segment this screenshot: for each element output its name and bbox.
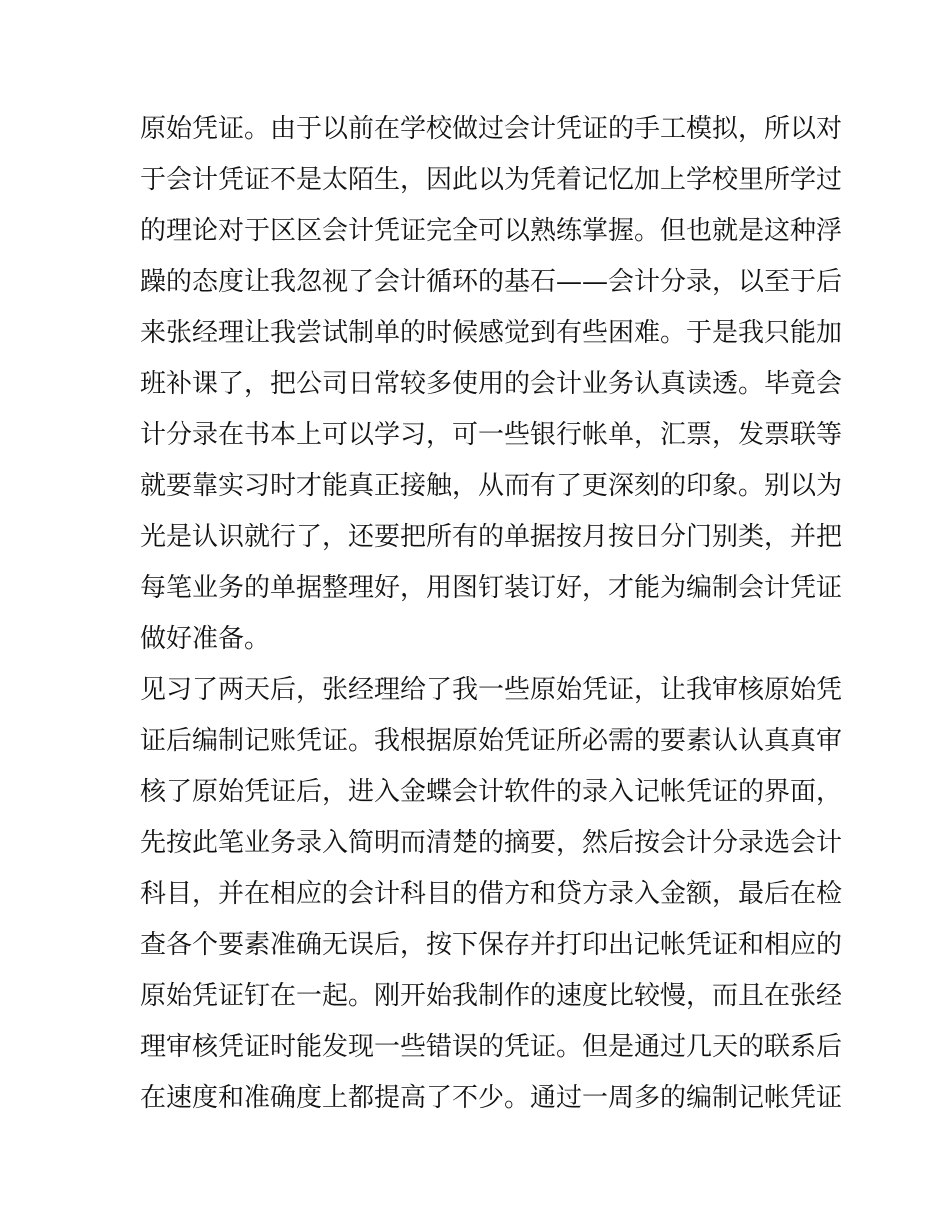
text-line: 见习了两天后，张经理给了我一些原始凭证，让我审核原始凭: [140, 675, 843, 705]
body-text: [140, 104, 843, 1124]
text-line: 光是认识就行了，还要把所有的单据按月按日分门别类，并把: [140, 522, 843, 552]
text-line: 每笔业务的单据整理好，用图钉装订好，才能为编制会计凭证: [140, 573, 843, 603]
text-line: 做好准备。: [140, 624, 271, 654]
text-line: 核了原始凭证后，进入金蝶会计软件的录入记帐凭证的界面，: [140, 777, 843, 807]
text-line: 的理论对于区区会计凭证完全可以熟练掌握。但也就是这种浮: [140, 216, 843, 246]
text-line: 理审核凭证时能发现一些错误的凭证。但是通过几天的联系后: [140, 1032, 843, 1062]
text-line: 原始凭证。由于以前在学校做过会计凭证的手工模拟，所以对: [140, 114, 843, 144]
text-line: 科目，并在相应的会计科目的借方和贷方录入金额，最后在检: [140, 879, 843, 909]
text-line: 原始凭证钉在一起。刚开始我制作的速度比较慢，而且在张经: [140, 981, 843, 1011]
text-line: 先按此笔业务录入简明而清楚的摘要，然后按会计分录选会计: [140, 828, 843, 858]
text-line: 躁的态度让我忽视了会计循环的基石——会计分录，以至于后: [140, 267, 843, 297]
text-line: 于会计凭证不是太陌生，因此以为凭着记忆加上学校里所学过: [140, 165, 843, 195]
text-line: 就要靠实习时才能真正接触，从而有了更深刻的印象。别以为: [140, 471, 843, 501]
text-line: 班补课了，把公司日常较多使用的会计业务认真读透。毕竟会: [140, 369, 843, 399]
text-line: 计分录在书本上可以学习，可一些银行帐单，汇票，发票联等: [140, 420, 843, 450]
text-line: 在速度和准确度上都提高了不少。通过一周多的编制记帐凭证: [140, 1083, 843, 1113]
text-line: 来张经理让我尝试制单的时候感觉到有些困难。于是我只能加: [140, 318, 843, 348]
text-line: 证后编制记账凭证。我根据原始凭证所必需的要素认认真真审: [140, 726, 843, 756]
text-line: 查各个要素准确无误后，按下保存并打印出记帐凭证和相应的: [140, 930, 843, 960]
